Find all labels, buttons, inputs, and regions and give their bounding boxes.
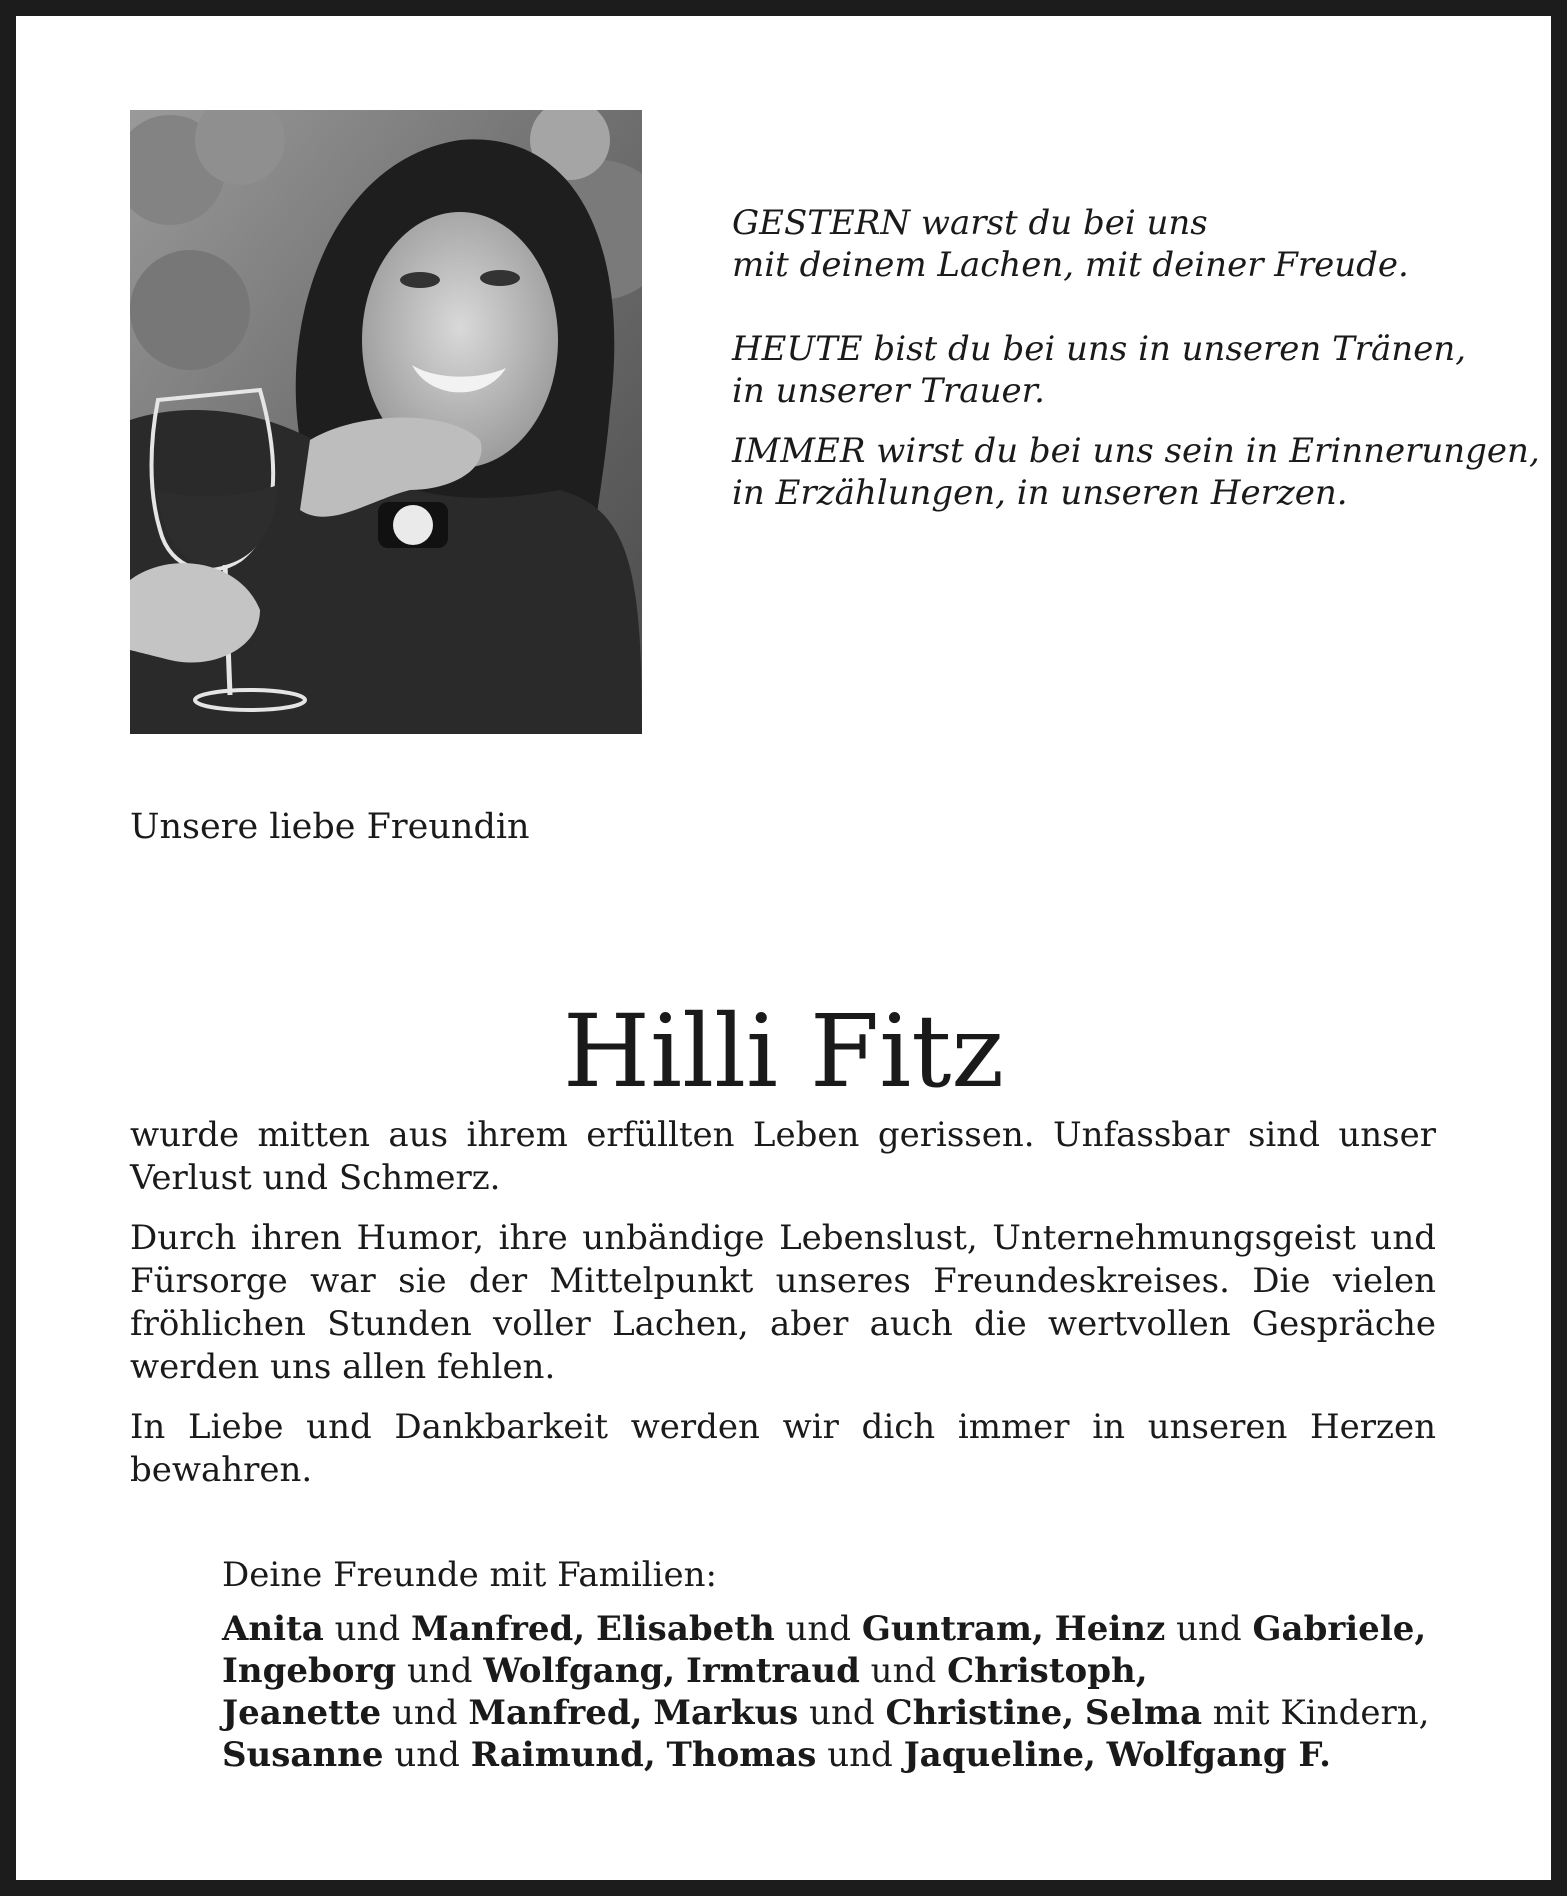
name-connector bbox=[1044, 1609, 1055, 1649]
poem-line: GESTERN warst du bei uns bbox=[732, 203, 1208, 243]
portrait-photo bbox=[130, 110, 642, 734]
mourner-name: Selma bbox=[1084, 1693, 1202, 1733]
mourner-name: Manfred, bbox=[468, 1693, 643, 1733]
mourner-names-line bbox=[222, 1692, 1442, 1734]
mourner-name: Guntram, bbox=[861, 1609, 1044, 1649]
obituary-body bbox=[130, 1114, 1436, 1509]
mourner-name: Irmtraud bbox=[685, 1651, 860, 1691]
mourner-name: Anita bbox=[222, 1609, 324, 1649]
mourner-name: Christoph, bbox=[947, 1651, 1148, 1691]
name-connector: und bbox=[396, 1651, 484, 1691]
mourner-name: Thomas bbox=[666, 1735, 817, 1775]
mourner-name: Wolfgang F. bbox=[1106, 1735, 1331, 1775]
portrait-image bbox=[130, 110, 642, 734]
mourner-name: Markus bbox=[653, 1693, 799, 1733]
poem-line: in unserer Trauer. bbox=[732, 371, 1045, 411]
poem-line: HEUTE bist du bei uns in unseren Tränen, bbox=[732, 329, 1467, 369]
name-connector bbox=[585, 1609, 596, 1649]
signoff-lead: Deine Freunde mit Familien: bbox=[222, 1555, 718, 1595]
mourner-names-line bbox=[222, 1734, 1442, 1776]
name-connector: und bbox=[816, 1735, 904, 1775]
mourner-name: Susanne bbox=[222, 1735, 384, 1775]
poem-stanza-gestern bbox=[732, 202, 1492, 286]
deceased-name: Hilli Fitz bbox=[562, 993, 1005, 1110]
name-connector bbox=[643, 1693, 654, 1733]
name-connector bbox=[1096, 1735, 1107, 1775]
name-connector: und bbox=[1165, 1609, 1253, 1649]
mourner-names bbox=[222, 1608, 1442, 1776]
name-connector: und bbox=[381, 1693, 469, 1733]
mourner-name: Gabriele, bbox=[1252, 1609, 1427, 1649]
mourner-name: Jeanette bbox=[222, 1693, 382, 1733]
name-connector bbox=[1074, 1693, 1085, 1733]
intro-text: Unsere liebe Freundin bbox=[130, 807, 530, 847]
mourner-name: Jaqueline, bbox=[903, 1735, 1096, 1775]
mourner-name: Christine, bbox=[885, 1693, 1075, 1733]
poem-line: IMMER wirst du bei uns sein in Erinnerungen, bbox=[732, 431, 1540, 471]
poem-stanza-heute bbox=[732, 328, 1492, 412]
mourner-names-line bbox=[222, 1608, 1442, 1650]
signoff bbox=[222, 1554, 1442, 1776]
mourner-name: Raimund, bbox=[470, 1735, 656, 1775]
name-connector bbox=[656, 1735, 667, 1775]
name-connector: und bbox=[798, 1693, 886, 1733]
name-connector: und bbox=[383, 1735, 471, 1775]
mourner-names-line bbox=[222, 1650, 1442, 1692]
mourner-name: Heinz bbox=[1054, 1609, 1166, 1649]
name-connector bbox=[675, 1651, 686, 1691]
poem-line: mit deinem Lachen, mit deiner Freude. bbox=[732, 245, 1409, 285]
poem bbox=[732, 202, 1540, 514]
body-paragraph: Durch ihren Humor, ihre unbändige Lebenslust, Unternehmungsgeist und Fürsorge war sie der Mittelpunkt unseres Freundeskreises. Die vielen fröhlichen Stunden voller Lachen, aber auch die wertvollen Gespräche werden uns allen fehlen. bbox=[130, 1218, 1436, 1387]
name-connector: mit Kindern, bbox=[1202, 1693, 1430, 1733]
mourner-name: Manfred, bbox=[410, 1609, 586, 1649]
body-paragraph: wurde mitten aus ihrem erfüllten Leben gerissen. Unfassbar sind unser Verlust und Schmerz. bbox=[130, 1115, 1436, 1198]
mourner-name: Wolfgang, bbox=[483, 1651, 676, 1691]
name-connector: und bbox=[774, 1609, 862, 1649]
poem-line: in Erzählungen, in unseren Herzen. bbox=[732, 473, 1348, 513]
mourner-name: Elisabeth bbox=[595, 1609, 775, 1649]
name-connector: und bbox=[323, 1609, 411, 1649]
body-paragraph: In Liebe und Dankbarkeit werden wir dich immer in unseren Herzen bewahren. bbox=[130, 1407, 1436, 1490]
name-connector: und bbox=[859, 1651, 948, 1691]
poem-stanza-immer bbox=[732, 430, 1540, 514]
mourner-name: Ingeborg bbox=[222, 1651, 397, 1691]
